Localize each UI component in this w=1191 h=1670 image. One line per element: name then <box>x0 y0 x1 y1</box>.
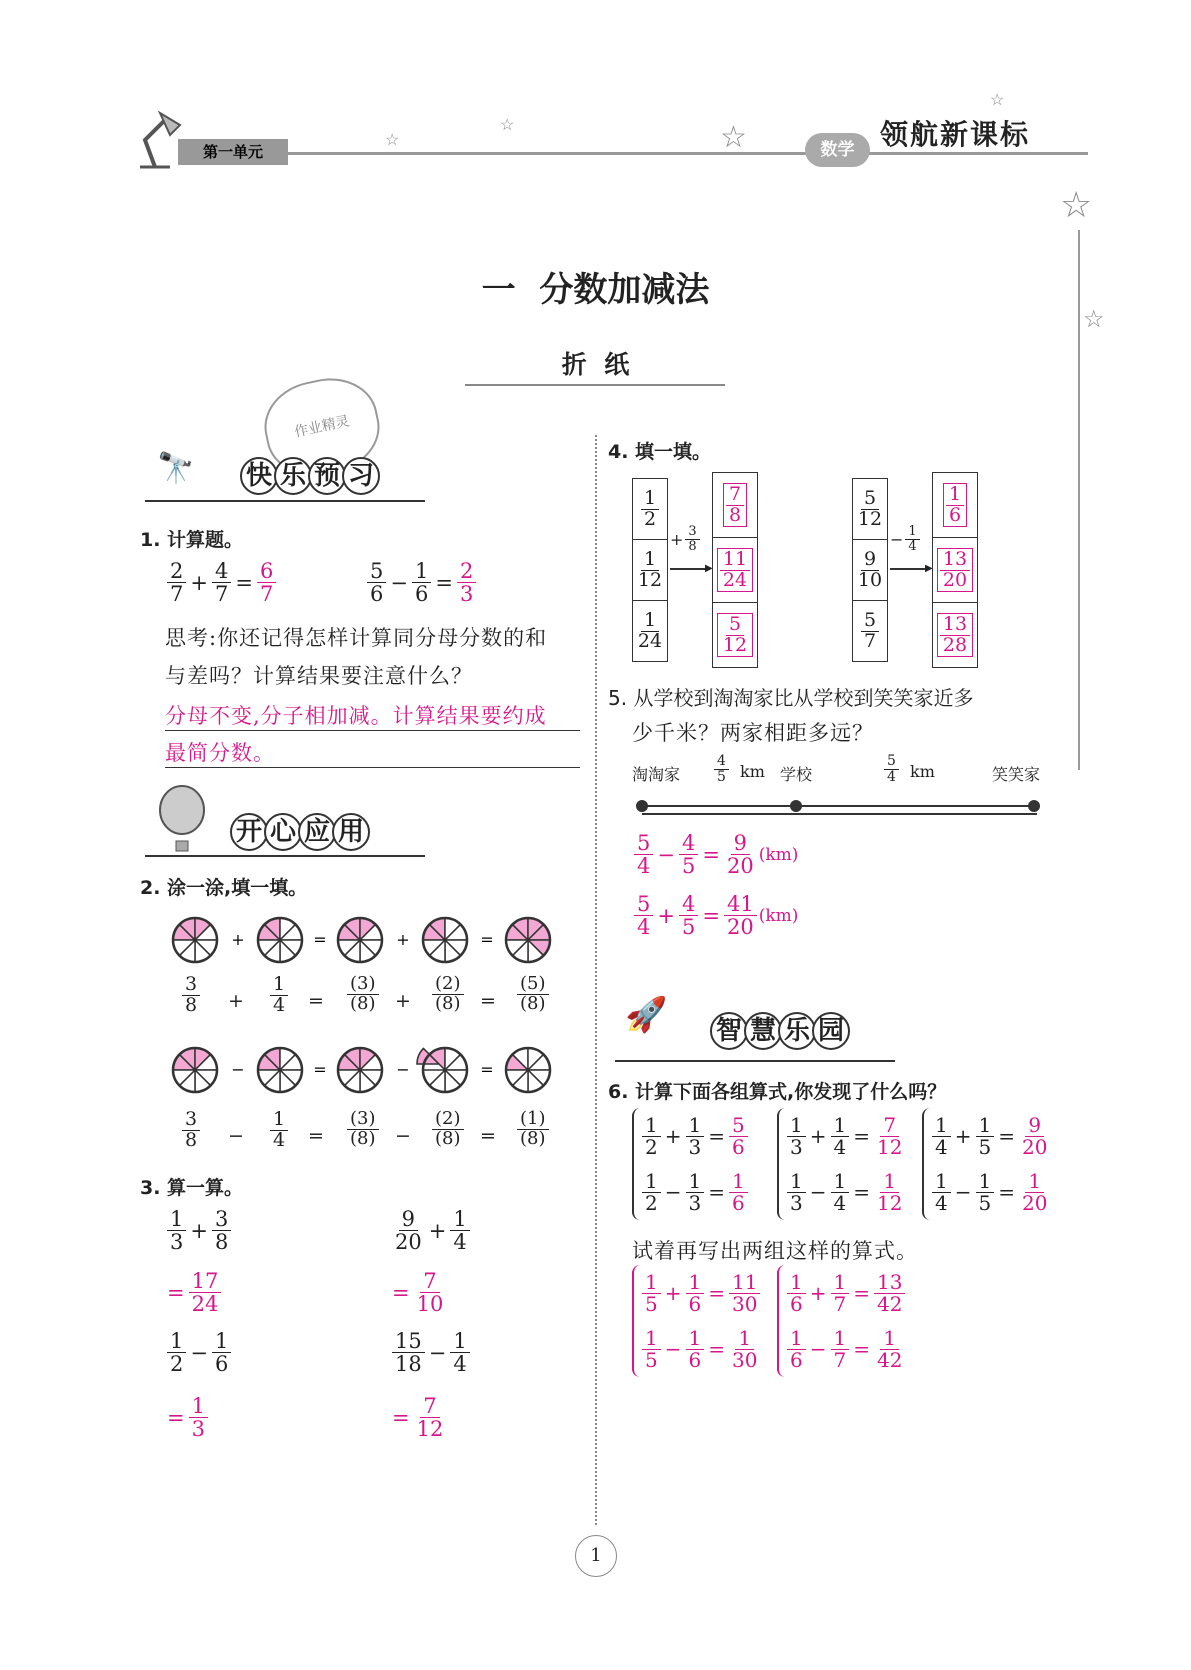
fraction-circle <box>506 1048 550 1092</box>
q6-equation: $\frac{1}{2}$ + $\frac{1}{3}$ = $\frac{5}{6}$ <box>640 1108 750 1164</box>
point-marker <box>1028 800 1040 812</box>
star-icon: ☆ <box>720 120 747 155</box>
q1-equation-2: $\frac{5}{6}$ − $\frac{1}{6}$ = $\frac{2}{3}$ <box>365 560 478 605</box>
q1-think-1: 思考:你还记得怎样计算同分母分数的和 <box>165 626 548 650</box>
unit-tag: 第一单元 <box>178 139 288 165</box>
operator-symbol: + <box>231 930 245 949</box>
arrow-icon <box>890 568 930 570</box>
operator-symbol: = <box>313 1060 327 1079</box>
q2-label: 2. 涂一涂,填一填。 <box>140 877 308 899</box>
balloon-icon <box>157 785 207 853</box>
q6-answers <box>632 1265 1052 1390</box>
arrow-head-icon: ▶ <box>705 563 713 574</box>
q4-right-operator: − $\frac{1}{4}$ <box>890 525 922 553</box>
q1-answer-1: 分母不变,分子相加减。计算结果要约成 <box>165 700 580 731</box>
operator-symbol: − <box>396 1060 410 1079</box>
star-icon: ☆ <box>1083 305 1105 333</box>
arrow-icon <box>670 568 710 570</box>
q4-right-input: $\frac{5}{12}$ $\frac{9}{10}$ $\frac{5}{7}$ <box>852 478 888 662</box>
q2-row-2: $\frac{3}{8}$ − $\frac{1}{4}$ = $\frac{(3)}{(8)}$ − $\frac{(2)}{(8)}$ = $\frac{(1)}{(8)}$ <box>180 1110 560 1170</box>
q4-left-output: $\frac{7}{8}$ $\frac{11}{24}$ $\frac{5}{12}$ <box>712 472 758 668</box>
q3-answer-4: = $\frac{7}{12}$ <box>392 1394 444 1442</box>
q3-problem-2: $\frac{9}{20}$ + $\frac{1}{4}$ <box>390 1208 472 1253</box>
point-marker <box>790 800 802 812</box>
q4-label: 4. 填一填。 <box>608 441 712 463</box>
operator-symbol: = <box>313 930 327 949</box>
q3-problem-3: $\frac{1}{2}$ − $\frac{1}{6}$ <box>165 1330 233 1375</box>
page-title: 一 分数加减法 <box>481 270 710 310</box>
operator-symbol: = <box>480 930 494 949</box>
q6-equation: $\frac{1}{5}$ − $\frac{1}{6}$ = $\frac{1}{30}$ <box>640 1321 762 1377</box>
lesson-ornament <box>465 384 725 386</box>
star-icon: ☆ <box>1060 185 1093 226</box>
q6-label: 6. 计算下面各组算式,你发现了什么吗？ <box>608 1081 947 1103</box>
right-margin-line <box>1078 230 1080 770</box>
q6-equation-group <box>632 1265 762 1377</box>
section-preview <box>145 445 425 502</box>
q6-equation: $\frac{1}{6}$ − $\frac{1}{7}$ = $\frac{1}{42}$ <box>785 1321 907 1377</box>
star-icon: ☆ <box>990 90 1005 109</box>
q6-try: 试着再写出两组这样的算式。 <box>632 1239 918 1263</box>
stamp: 作业精灵 <box>256 369 387 485</box>
q6-equation: $\frac{1}{6}$ + $\frac{1}{7}$ = $\frac{13}{42}$ <box>785 1265 907 1321</box>
operator-symbol: + <box>396 930 410 949</box>
fraction-circle <box>173 1048 217 1092</box>
telescope-icon: 🔭 <box>157 451 195 486</box>
banner-char: 园 <box>812 1012 850 1050</box>
banner-char: 用 <box>332 813 370 851</box>
q4-left-input: $\frac{1}{2}$ $\frac{1}{12}$ $\frac{1}{24}$ <box>632 478 668 662</box>
operator-symbol: = <box>480 1060 494 1079</box>
banner-char: 应 <box>298 813 336 851</box>
q5-label-1: 5. 从学校到淘淘家比从学校到笑笑家近多 <box>608 686 974 710</box>
q5-diagram: 淘淘家 $\frac{4}{5}$ km 学校 $\frac{5}{4}$ km 笑笑家 <box>632 760 1052 820</box>
arrow-head-icon: ▶ <box>925 563 933 574</box>
star-icon: ☆ <box>500 115 515 134</box>
banner-char: 心 <box>264 813 302 851</box>
banner-char: 乐 <box>778 1012 816 1050</box>
header <box>130 90 1110 185</box>
q3-answer-3: = $\frac{1}{3}$ <box>165 1395 210 1440</box>
q6-equation-group <box>922 1108 1052 1220</box>
fraction-circle <box>173 918 217 962</box>
banner-char: 预 <box>308 457 346 495</box>
fraction-circle <box>417 1048 467 1092</box>
q5-answer-2: $\frac{5}{4}$ + $\frac{4}{5}$ = $\frac{41}{20}$ (km) <box>632 893 798 938</box>
q6-groups <box>632 1108 1052 1233</box>
column-divider <box>595 435 597 1525</box>
fraction-circle <box>338 1048 382 1092</box>
series-title: 领航新课标 <box>880 118 1031 151</box>
q2-row-1: $\frac{3}{8}$ + $\frac{1}{4}$ = $\frac{(3)}{(8)}$ + $\frac{(2)}{(8)}$ = $\frac{(5)}{(8)}$ <box>180 975 560 1035</box>
banner-char: 乐 <box>274 457 312 495</box>
q1-label: 1. 计算题。 <box>140 529 244 551</box>
subject-cloud: 数学 <box>805 133 870 167</box>
q5-answer-1: $\frac{5}{4}$ − $\frac{4}{5}$ = $\frac{9}{20}$ (km) <box>632 832 798 877</box>
q1-think-2: 与差吗？计算结果要注意什么？ <box>165 664 473 688</box>
q3-problem-1: $\frac{1}{3}$ + $\frac{3}{8}$ <box>165 1208 233 1253</box>
banner-char: 慧 <box>744 1012 782 1050</box>
fraction-circle <box>258 918 302 962</box>
q6-equation-group <box>632 1108 750 1220</box>
lesson-title: 折 纸 <box>561 350 630 379</box>
banner-char: 快 <box>240 457 278 495</box>
fraction-circle <box>258 1048 302 1092</box>
point-marker <box>636 800 648 812</box>
fraction-circle <box>423 918 467 962</box>
rocket-icon: 🚀 <box>625 995 668 1035</box>
q1-equation-1: $\frac{2}{7}$ + $\frac{4}{7}$ = $\frac{6}{7}$ <box>165 560 278 605</box>
q6-equation: $\frac{1}{5}$ + $\frac{1}{6}$ = $\frac{11}{30}$ <box>640 1265 762 1321</box>
q4-right-output: $\frac{1}{6}$ $\frac{13}{20}$ $\frac{13}{28}$ <box>932 472 978 668</box>
banner-char: 习 <box>342 457 380 495</box>
section-apply <box>145 785 425 857</box>
q5-label-2: 少千米？两家相距多远？ <box>632 721 874 745</box>
page-number: 1 <box>575 1535 617 1577</box>
q6-equation: $\frac{1}{4}$ + $\frac{1}{5}$ = $\frac{9}{20}$ <box>930 1108 1052 1164</box>
q4-left-operator: + $\frac{3}{8}$ <box>670 525 702 553</box>
fraction-circle <box>506 918 550 962</box>
q6-equation: $\frac{1}{3}$ + $\frac{1}{4}$ = $\frac{7}{12}$ <box>785 1108 907 1164</box>
q6-equation: $\frac{1}{2}$ − $\frac{1}{3}$ = $\frac{1}{6}$ <box>640 1164 750 1220</box>
fraction-circle <box>338 918 382 962</box>
q6-equation: $\frac{1}{4}$ − $\frac{1}{5}$ = $\frac{1}{20}$ <box>930 1164 1052 1220</box>
q1-answer-2: 最简分数。 <box>165 737 580 768</box>
q6-equation-group <box>777 1265 907 1377</box>
q3-answer-2: = $\frac{7}{10}$ <box>392 1269 444 1317</box>
banner-char: 智 <box>710 1012 748 1050</box>
q6-equation-group <box>777 1108 907 1220</box>
banner-char: 开 <box>230 813 268 851</box>
q3-answer-1: = $\frac{17}{24}$ <box>165 1270 223 1315</box>
q3-label: 3. 算一算。 <box>140 1177 244 1199</box>
q3-problem-4: $\frac{15}{18}$ − $\frac{1}{4}$ <box>390 1330 472 1375</box>
section-wisdom <box>615 990 895 1062</box>
operator-symbol: − <box>231 1060 245 1079</box>
q6-equation: $\frac{1}{3}$ − $\frac{1}{4}$ = $\frac{1}{12}$ <box>785 1164 907 1220</box>
star-icon: ☆ <box>385 130 400 149</box>
